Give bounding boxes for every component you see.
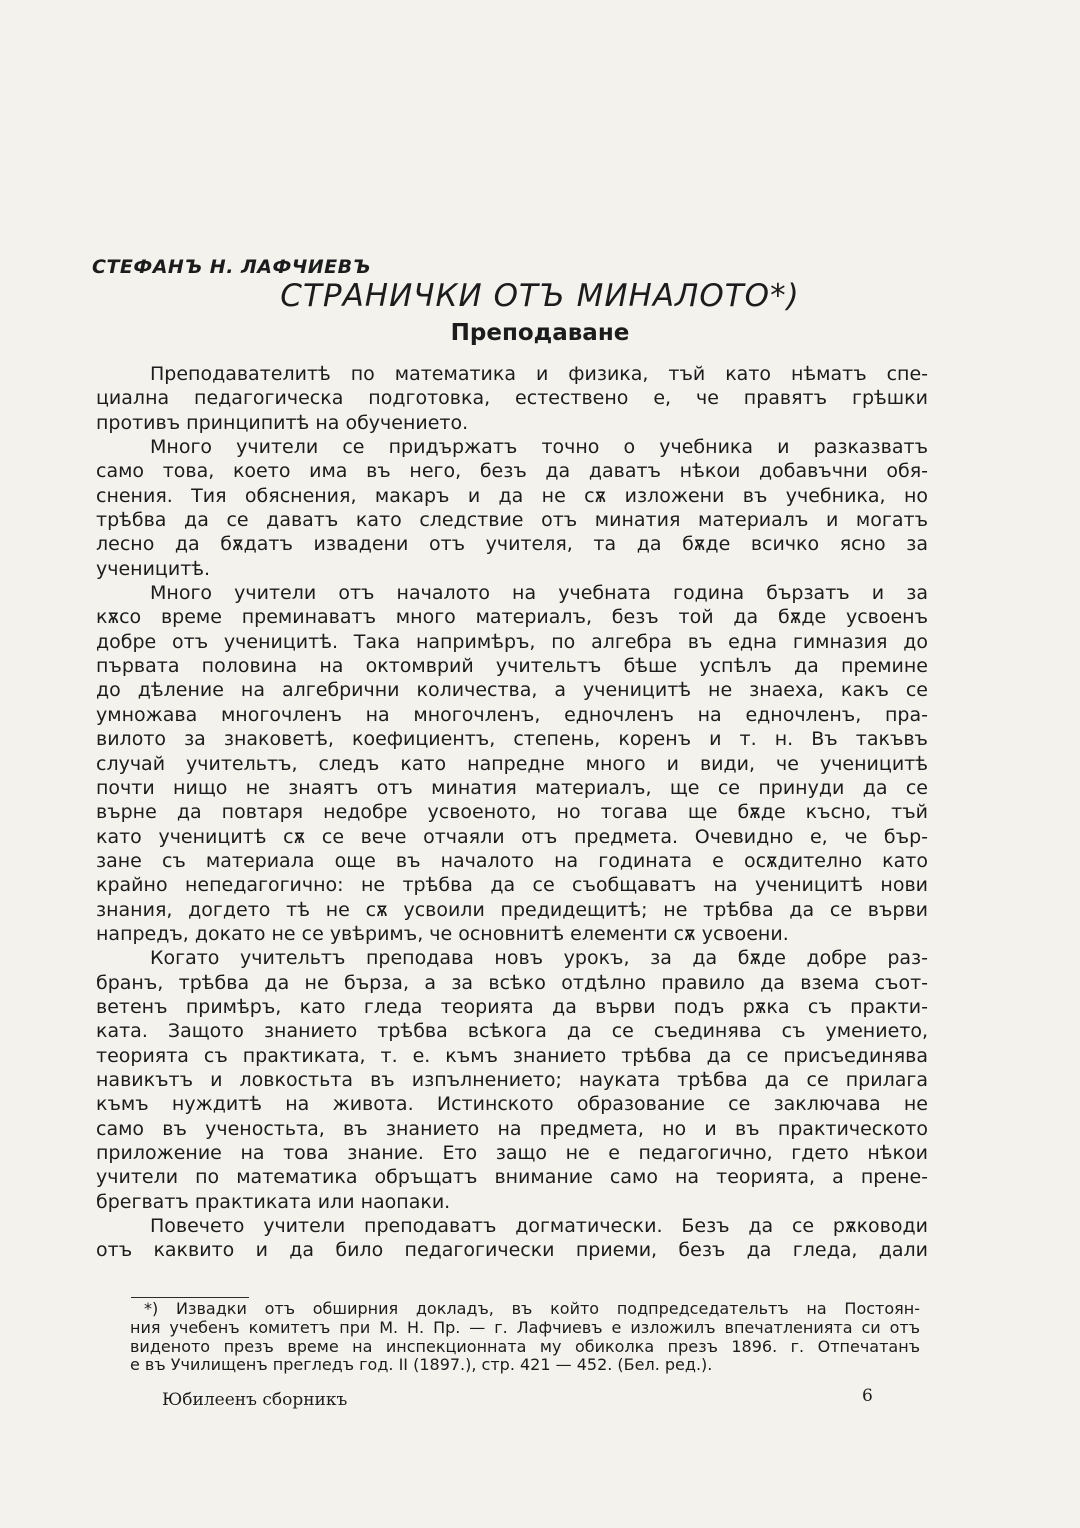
text-line: ветенъ примѣръ, като гледа теорията да върви подъ рѫка съ практи- <box>96 995 928 1018</box>
text-line: учители по математика обръщатъ внимание само на теорията, а прене- <box>96 1166 928 1189</box>
text-line: навикътъ и ловкостьта въ изпълнението; науката трѣбва да се прилага <box>96 1068 928 1091</box>
text-line: първата половина на октомврий учительтъ бѣше успѣлъ да премине <box>96 655 928 678</box>
text-line: отъ каквито и да било педагогически приеми, безъ да гледа, дали <box>96 1239 928 1262</box>
text-line: напредъ, докато не се увѣримъ, че основнитѣ елементи сѫ усвоени. <box>96 922 789 945</box>
text-line: само това, което има въ него, безъ да даватъ нѣкои добавъчни обя- <box>96 460 928 483</box>
book-title-footer: Юбилеенъ сборникъ <box>162 1390 348 1410</box>
text-line: добре отъ ученицитѣ. Така напримѣръ, по алгебра въ една гимназия до <box>96 630 928 653</box>
text-line: до дѣление на алгебрични количества, а ученицитѣ не знаеха, какъ се <box>96 679 928 702</box>
body-text <box>96 362 928 1263</box>
footnote-line: виденото презъ време на инспекционната му обиколка презъ 1896. г. Отпечатанъ <box>130 1336 920 1356</box>
text-line: снения. Тия обяснения, макаръ и да не сѫ изложени въ учебника, но <box>96 484 928 507</box>
text-line: ката. Защото знанието трѣбва всѣкога да се съединява съ умението, <box>96 1020 928 1043</box>
page-number: 6 <box>862 1386 873 1406</box>
text-line: теорията съ практиката, т. е. къмъ знанието трѣбва да се присъединява <box>96 1044 928 1067</box>
article-title: СТРАНИЧКИ ОТЪ МИНАЛОТО*) <box>280 278 800 314</box>
footnote-divider <box>131 1297 249 1298</box>
text-line: Повечето учители преподаватъ догматически. Безъ да се рѫководи <box>150 1215 928 1238</box>
footnote-line: *) Извадки отъ обширния докладъ, въ който подпредседательтъ на Постоян- <box>144 1299 920 1318</box>
footnote-line: ния учебенъ комитетъ при М. Н. Пр. — г. Лафчиевъ е изложилъ впечатленията си отъ <box>130 1317 920 1337</box>
text-line: почти нищо не знаятъ отъ минатия материалъ, ще се принуди да се <box>96 776 928 799</box>
text-line: случай учительтъ, следъ като напредне много и види, че ученицитѣ <box>96 752 928 775</box>
section-heading: Преподаване <box>450 320 630 346</box>
text-line: брегватъ практиката или наопаки. <box>96 1190 451 1213</box>
text-line: ученицитѣ. <box>96 557 211 580</box>
text-line: крайно непедагогично: не трѣбва да се съобщаватъ на ученицитѣ нови <box>96 874 928 897</box>
text-line: върне да повтаря недобре усвоеното, но тогава ще бѫде късно, тъй <box>96 801 928 824</box>
text-line: Много учители отъ началото на учебната година бързатъ и за <box>150 582 928 605</box>
text-line: кѫсо време преминаватъ много материалъ, безъ той да бѫде усвоенъ <box>96 606 928 629</box>
author-name: СТЕФАНЪ Н. ЛАФЧИЕВЪ <box>92 256 371 278</box>
text-line: знания, догдето тѣ не сѫ усвоили предидещитѣ; не трѣбва да се върви <box>96 898 928 921</box>
text-line: циална педагогическа подготовка, естествено е, че правятъ грѣшки <box>96 387 928 410</box>
footnote <box>130 1300 920 1375</box>
text-line: Преподавателитѣ по математика и физика, тъй като нѣматъ спе- <box>150 363 928 385</box>
text-line: бранъ, трѣбва да не бърза, а за всѣко отдѣлно правило да взема съот- <box>96 971 928 994</box>
text-line: къмъ нуждитѣ на живота. Истинското образование се заключава не <box>96 1093 928 1116</box>
footnote-line: е въ Училищенъ прегледъ год. II (1897.), стр. 421 — 452. (Бел. ред.). <box>130 1355 713 1375</box>
text-line: зане съ материала още въ началото на годината е осѫдително като <box>96 849 928 872</box>
text-line: Когато учительтъ преподава новъ урокъ, за да бѫде добре раз- <box>150 947 928 970</box>
text-line: умножава многочленъ на многочленъ, едночленъ на едночленъ, пра- <box>96 703 928 726</box>
text-line: лесно да бѫдатъ извадени отъ учителя, та да бѫде всичко ясно за <box>96 533 928 556</box>
text-line: Много учители се придържатъ точно о учебника и разказватъ <box>150 436 928 459</box>
text-line: противъ принципитѣ на обучението. <box>96 411 469 434</box>
text-line: трѣбва да се даватъ като следствие отъ минатия материалъ и могатъ <box>96 509 928 532</box>
text-line: вилото за знаковетѣ, коефициентъ, степень, коренъ и т. н. Въ такъвъ <box>96 728 928 751</box>
text-line: приложение на това знание. Ето защо не е педагогично, гдето нѣкои <box>96 1142 928 1164</box>
text-line: само въ ученостьта, въ знанието на предмета, но и въ практическото <box>96 1117 928 1140</box>
text-line: като ученицитѣ сѫ се вече отчаяли отъ предмета. Очевидно е, че бър- <box>96 825 928 848</box>
